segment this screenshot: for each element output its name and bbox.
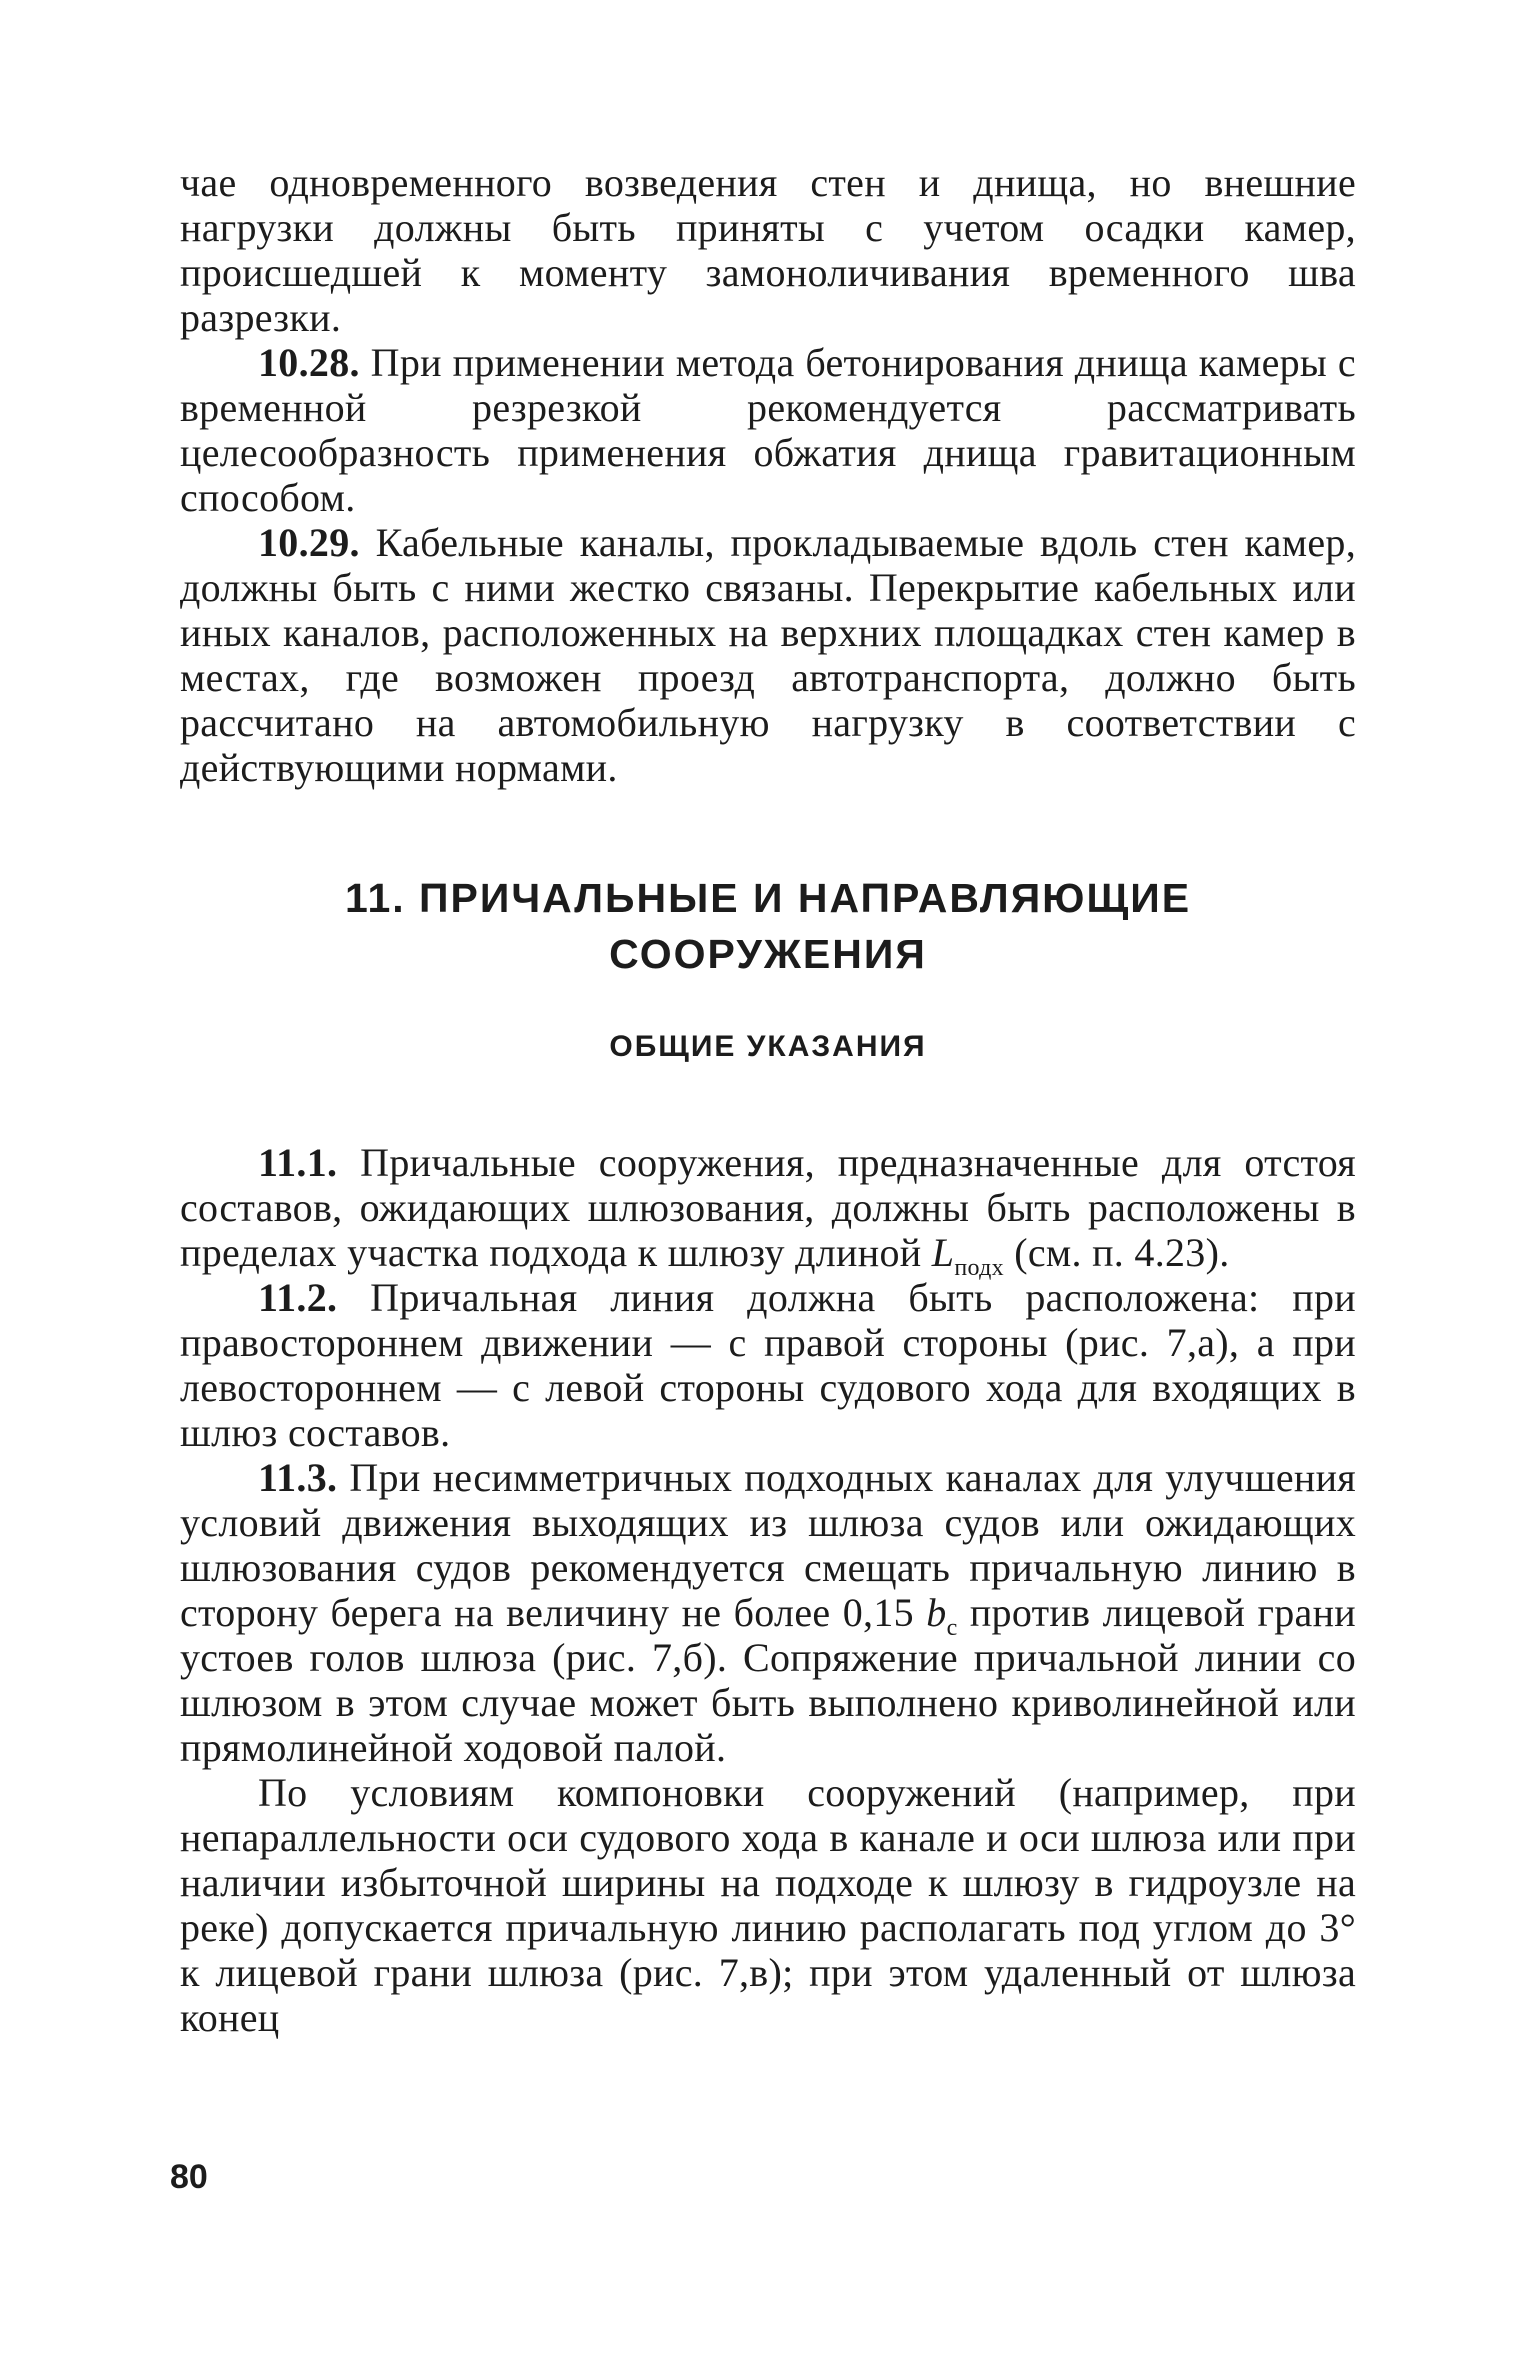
paragraph-number: 10.29.	[258, 520, 360, 565]
paragraph-number: 11.1.	[258, 1140, 338, 1185]
paragraph-text: При несимметричных подходных каналах для улучшения условий движения выходящих из шлюза судов или ожидающих шлюзования судов рекомендуется смещать причальную линию в сторону берега на величину не более 0,15	[180, 1455, 1356, 1635]
subsection-title: ОБЩИЕ УКАЗАНИЯ	[609, 1030, 927, 1063]
formula-subscript: подх	[954, 1255, 1004, 1281]
paragraph-number: 10.28.	[258, 340, 360, 385]
paragraph-text: Причальные сооружения, предназначенные для отстоя составов, ожидающих шлюзования, должны быть расположены в пределах участка подхода к шлюзу длиной	[180, 1140, 1356, 1275]
paragraph-text-tail: против лицевой грани устоев голов шлюза (рис. 7,б). Сопряжение причальной линии со шлюзом в этом случае может быть выполнено криволинейной или прямолинейной ходовой палой.	[180, 1590, 1357, 1770]
section-title: 11. ПРИЧАЛЬНЫЕ И НАПРАВЛЯЮЩИЕ СООРУЖЕНИЯ	[344, 875, 1192, 977]
paragraph-11-3	[180, 1455, 1356, 1770]
paragraph-text-tail: (см. п. 4.23).	[1014, 1230, 1230, 1275]
paragraph-final: По условиям компоновки сооружений (например, при непараллельности оси судового хода в канале и оси шлюза или при наличии избыточной ширины на подходе к шлюзу в гидроузле на реке) допускается причальную линию располагать под углом до 3° к лицевой грани шлюза (рис. 7,в); при этом удаленный от шлюза конец	[180, 1770, 1356, 2040]
paragraph-text: Кабельные каналы, прокладываемые вдоль стен камер, должны быть с ними жестко связаны. Перекрытие кабельных или иных каналов, расположенных на верхних площадках стен камер в местах, где возможен проезд автотранспорта, должно быть рассчитано на автомобильную нагрузку в соответствии с действующими нормами.	[180, 520, 1356, 790]
paragraph-text: При применении метода бетонирования днища камеры с временной резрезкой рекомендуется рассматривать целесообразность применения обжатия днища гравитационным способом.	[180, 340, 1356, 520]
paragraph-text: Причальная линия должна быть расположена: при правостороннем движении — с правой стороны (рис. 7,а), а при левостороннем — с левой стороны судового хода для входящих в шлюз составов.	[180, 1275, 1356, 1455]
paragraph-number: 11.2.	[258, 1275, 338, 1320]
page-number: 80	[170, 2158, 208, 2196]
paragraph-11-1	[180, 1140, 1356, 1281]
paragraph-10-28	[180, 340, 1356, 520]
formula-subscript: с	[946, 1615, 958, 1641]
paragraph-continuation: чае одновременного возведения стен и днища, но внешние нагрузки должны быть приняты с учетом осадки камер, происшедшей к моменту замоноличивания временного шва разрезки.	[180, 160, 1356, 340]
paragraph-11-2	[180, 1275, 1356, 1455]
formula-symbol: L	[931, 1230, 955, 1275]
paragraph-number: 11.3.	[258, 1455, 338, 1500]
formula-symbol: b	[926, 1590, 947, 1635]
document-page	[180, 160, 1356, 2040]
paragraph-10-29	[180, 520, 1356, 790]
